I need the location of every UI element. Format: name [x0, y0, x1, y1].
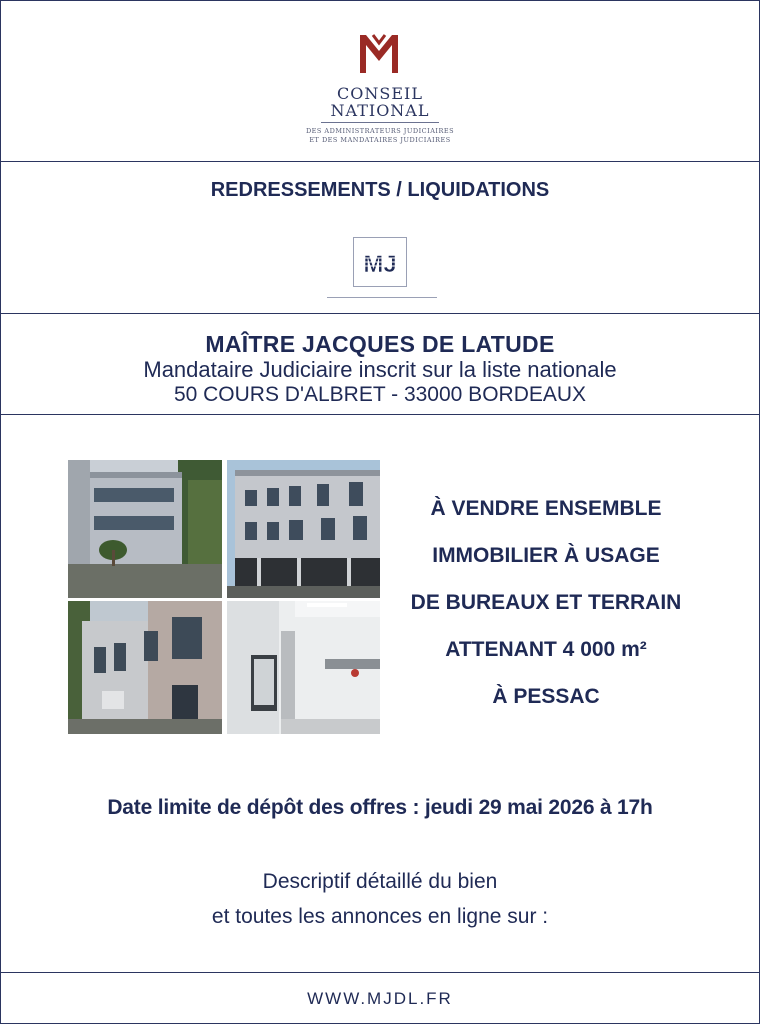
description-line2: et toutes les annonces en ligne sur : — [211, 905, 549, 928]
divider — [1, 313, 759, 314]
sale-line: DE BUREAUX ET TERRAIN — [410, 591, 682, 614]
category-title: REDRESSEMENTS / LIQUIDATIONS — [210, 179, 550, 201]
org-name-line2: NATIONAL — [330, 101, 430, 120]
org-divider — [321, 122, 439, 123]
divider — [1, 972, 759, 973]
org-subtitle-line2: ET DES MANDATAIRES JUDICIAIRES — [309, 136, 451, 144]
sale-line: À VENDRE ENSEMBLE — [430, 497, 662, 520]
divider — [1, 414, 759, 415]
mj-logo-text: MJ — [363, 251, 397, 278]
divider — [1, 161, 759, 162]
mj-divider — [327, 297, 437, 298]
org-subtitle-line1: DES ADMINISTRATEURS JUDICIAIRES — [305, 127, 455, 135]
header-logo-block — [1, 1, 759, 161]
conseil-national-logo-icon — [356, 31, 402, 77]
interior-photo-4 — [227, 601, 380, 734]
sale-line: À PESSAC — [492, 685, 600, 708]
mandataire-name: MAÎTRE JACQUES DE LATUDE — [205, 331, 555, 357]
description-line1: Descriptif détaillé du bien — [262, 870, 498, 893]
building-photo-2 — [227, 460, 380, 598]
mandataire-role: Mandataire Judiciaire inscrit sur la liste nationale — [143, 357, 617, 382]
mandataire-address: 50 COURS D'ALBRET - 33000 BORDEAUX — [173, 383, 587, 406]
mj-logo-icon — [354, 238, 406, 286]
sale-line: ATTENANT 4 000 m² — [445, 638, 647, 661]
mj-logo — [353, 237, 407, 287]
sale-line: IMMOBILIER À USAGE — [432, 544, 660, 567]
building-photo-3 — [68, 601, 222, 734]
offer-deadline: Date limite de dépôt des offres : jeudi 29 mai 2026 à 17h — [107, 796, 653, 819]
building-photo-1 — [68, 460, 222, 598]
org-name-line1: CONSEIL — [337, 84, 423, 103]
website-link[interactable]: WWW.MJDL.FR — [307, 989, 453, 1008]
